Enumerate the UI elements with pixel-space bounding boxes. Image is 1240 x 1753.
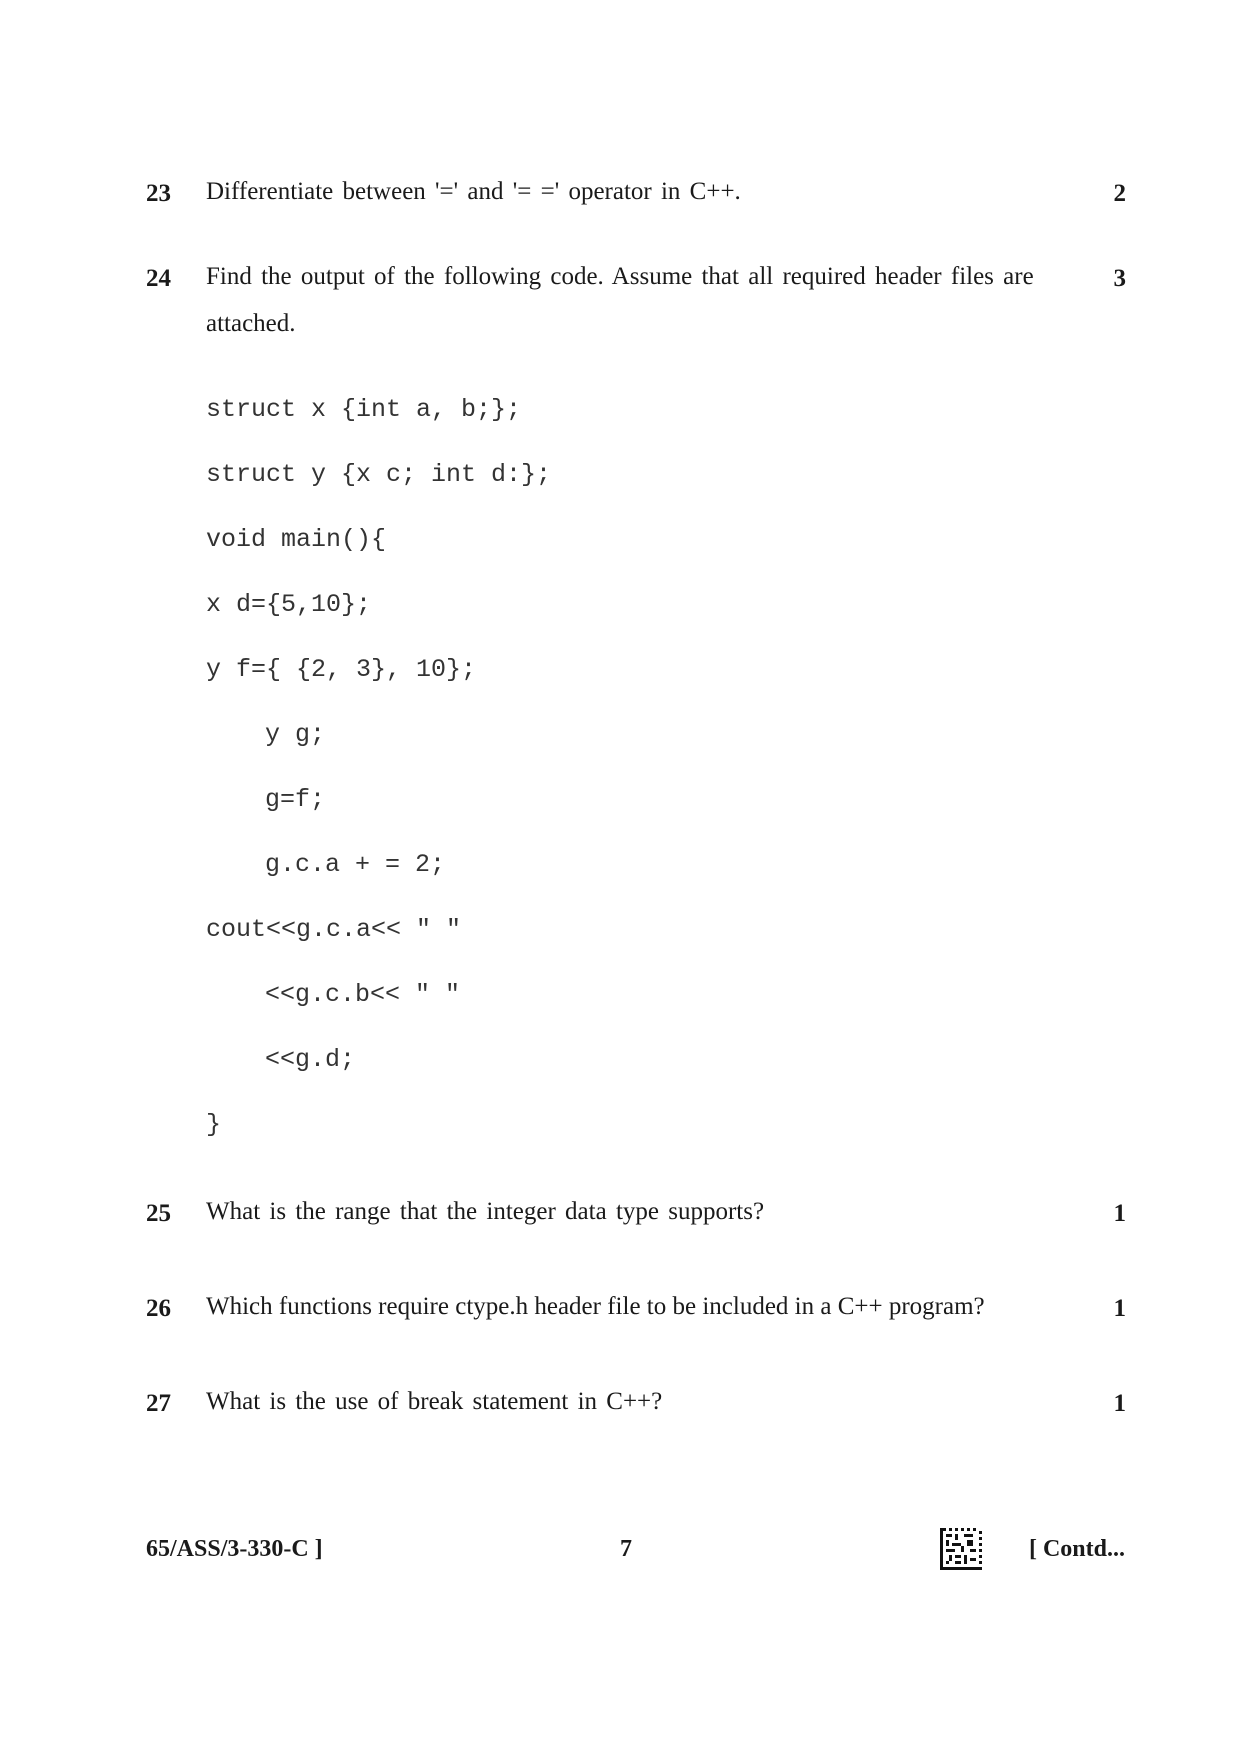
code-line: <<g.d; [265, 1045, 356, 1074]
question-number: 25 [146, 1200, 171, 1227]
code-line: } [206, 1110, 222, 1139]
paper-code: 65/ASS/3-330-C ] [146, 1536, 323, 1562]
code-line: <<g.c.b<< " " [265, 980, 461, 1009]
code-line: x d={5,10}; [206, 590, 372, 619]
code-line: struct y {x c; int d:}; [206, 460, 552, 489]
question-text: Find the output of the following code. Assume that all required header files are attached. [206, 263, 1034, 337]
datamatrix-code-icon [940, 1528, 982, 1570]
question-marks: 1 [1113, 1390, 1126, 1417]
continued-label: [ Contd... [1028, 1536, 1125, 1562]
question-marks: 3 [1113, 265, 1126, 292]
question-number: 26 [146, 1295, 171, 1322]
code-line: g=f; [265, 785, 326, 814]
code-line: y f={ {2, 3}, 10}; [206, 655, 477, 684]
question-marks: 2 [1113, 180, 1126, 207]
question-marks: 1 [1113, 1200, 1126, 1227]
question-number: 27 [146, 1390, 171, 1417]
code-line: cout<<g.c.a<< " " [206, 915, 462, 944]
question-number: 24 [146, 265, 171, 292]
question-text: Differentiate between '=' and '= =' operator in C++. [206, 178, 741, 205]
question-text: Which functions require ctype.h header file to be included in a C++ program? [206, 1293, 985, 1320]
code-line: y g; [265, 720, 326, 749]
question-marks: 1 [1113, 1295, 1126, 1322]
question-text: What is the use of break statement in C++? [206, 1388, 663, 1415]
code-line: g.c.a + = 2; [265, 850, 446, 879]
code-line: struct x {int a, b;}; [206, 395, 522, 424]
page-number: 7 [620, 1536, 632, 1562]
question-number: 23 [146, 180, 171, 207]
question-text: What is the range that the integer data type supports? [206, 1198, 765, 1225]
code-line: void main(){ [206, 525, 387, 554]
